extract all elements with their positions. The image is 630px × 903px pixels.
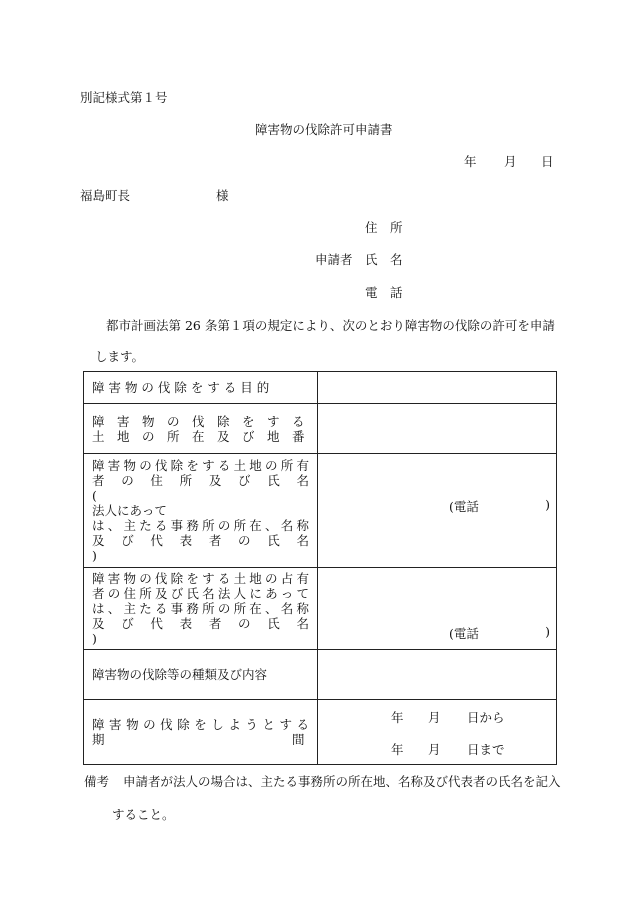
table-row-occupant <box>84 568 557 650</box>
value-cell-owner[interactable] <box>318 454 557 568</box>
label-line: は、主たる事務所の所在、名称 <box>92 601 309 616</box>
label-line: 者の住所及び氏名法人にあって <box>92 586 309 601</box>
application-table <box>83 371 557 765</box>
addressee-honorific: 様 <box>216 188 229 203</box>
label-cell <box>84 372 318 404</box>
label-line: 障 害 物 の 伐 除 を す る 目 的 <box>92 380 270 395</box>
label-line: 者 の 住 所 及 び 氏 名 <box>92 473 309 488</box>
label-line: 及 び 代 表 者 の 氏 名 <box>92 616 309 631</box>
form-number: 別記様式第１号 <box>80 90 168 105</box>
date-day-label: 日 <box>541 154 554 169</box>
label-line: 法人にあって <box>92 503 167 518</box>
value-cell-period[interactable] <box>318 700 557 765</box>
table-row-type-content <box>84 650 557 700</box>
label-line: 期 間 <box>92 732 305 747</box>
owner-phone-field <box>318 454 556 567</box>
period-from-month: 月 <box>428 710 441 725</box>
period-to-suffix: 日まで <box>467 742 505 757</box>
remarks-line-2: すること。 <box>112 807 175 822</box>
applicant-address-label: 住 所 <box>365 220 403 235</box>
phone-close-paren: ) <box>545 624 550 639</box>
label-line: ) <box>92 631 97 646</box>
label-line: 及 び 代 表 者 の 氏 名 <box>92 533 309 548</box>
label-line: ) <box>92 548 97 563</box>
phone-close-paren: ) <box>545 497 550 512</box>
remarks-label: 備考 <box>84 774 110 789</box>
label-cell <box>84 568 318 650</box>
label-cell <box>84 700 318 765</box>
label-cell <box>84 404 318 454</box>
phone-open-label: (電話 <box>449 499 479 514</box>
value-cell-type-content[interactable] <box>318 650 557 700</box>
label-cell <box>84 454 318 568</box>
phone-open-label: (電話 <box>449 626 479 641</box>
period-from-suffix: 日から <box>467 710 505 725</box>
date-year-label: 年 <box>464 154 477 169</box>
value-cell-land-location[interactable] <box>318 404 557 454</box>
value-cell-occupant[interactable] <box>318 568 557 650</box>
label-line: 障 害 物 の 伐 除 を し よ う と す る <box>92 717 309 732</box>
remarks-line-1: 申請者が法人の場合は、主たる事務所の所在地、名称及び代表者の氏名を記入 <box>123 774 561 789</box>
label-line: ( <box>92 488 97 503</box>
applicant-phone-label: 電 話 <box>365 285 403 300</box>
intro-line-1: 都市計画法第 26 条第１項の規定により、次のとおり障害物の伐除の許可を申請 <box>106 318 555 333</box>
applicant-role-label: 申請者 <box>315 252 353 267</box>
occupant-phone-field <box>318 568 556 649</box>
applicant-name-label: 氏 名 <box>365 252 403 267</box>
addressee-name: 福島町長 <box>80 188 131 203</box>
intro-line-2: します。 <box>95 349 145 364</box>
table-row-purpose <box>84 372 557 404</box>
table-row-land-location <box>84 404 557 454</box>
label-line: 障 害 物 の 伐 除 を す る <box>92 413 305 429</box>
label-line: 土 地 の 所 在 及 び 地 番 <box>92 428 305 444</box>
label-line: 障害物の伐除等の種類及び内容 <box>92 667 268 682</box>
date-month-label: 月 <box>504 154 517 169</box>
label-line: 障害物の伐除をする土地の所有 <box>92 458 309 473</box>
period-from-year: 年 <box>391 710 404 725</box>
label-line: 障害物の伐除をする土地の占有 <box>92 571 309 586</box>
period-to-month: 月 <box>428 742 441 757</box>
value-cell-purpose[interactable] <box>318 372 557 404</box>
table-row-owner <box>84 454 557 568</box>
table-row-period <box>84 700 557 765</box>
label-line: は、主たる事務所の所在、名称 <box>92 518 309 533</box>
period-to-year: 年 <box>391 742 404 757</box>
label-cell <box>84 650 318 700</box>
page-title: 障害物の伐除許可申請書 <box>255 122 393 137</box>
